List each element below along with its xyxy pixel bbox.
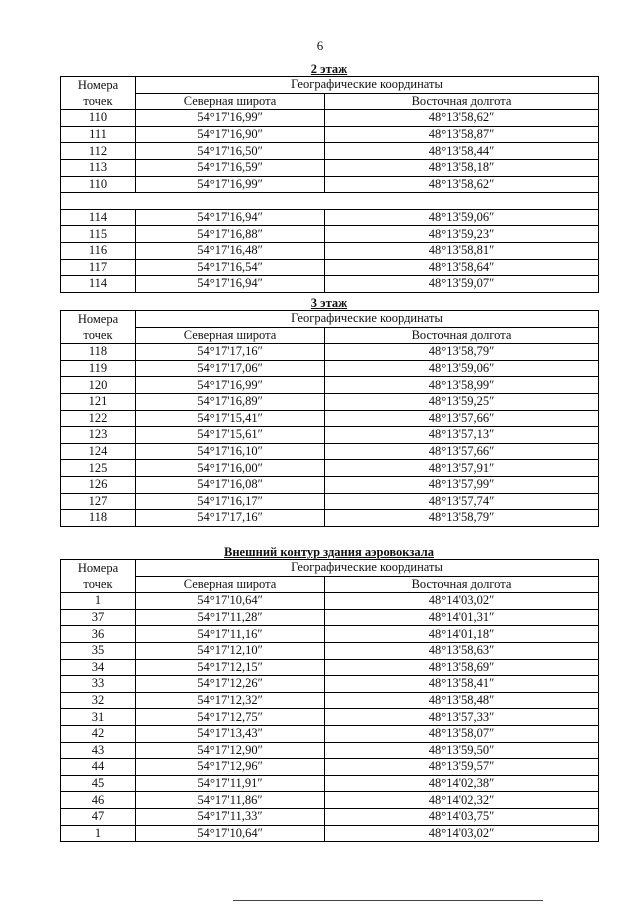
separator-row xyxy=(61,193,599,210)
column-header-geographic-coordinates: Географические координаты xyxy=(136,311,599,328)
column-header-longitude: Восточная долгота xyxy=(325,576,599,593)
point-number-cell: 115 xyxy=(61,226,136,243)
point-number-cell: 116 xyxy=(61,242,136,259)
table-row xyxy=(61,259,599,276)
latitude-cell: 54°17'16,48″ xyxy=(136,242,325,259)
latitude-cell: 54°17'16,94″ xyxy=(136,209,325,226)
table-row xyxy=(61,226,599,243)
point-number-cell: 118 xyxy=(61,344,136,361)
latitude-cell: 54°17'16,90″ xyxy=(136,126,325,143)
table-row xyxy=(61,659,599,676)
longitude-cell: 48°13'57,74″ xyxy=(325,493,599,510)
latitude-cell: 54°17'12,96″ xyxy=(136,759,325,776)
table-row xyxy=(61,443,599,460)
table-row xyxy=(61,209,599,226)
longitude-cell: 48°13'57,91″ xyxy=(325,460,599,477)
column-header-point-numbers: Номера точек xyxy=(61,77,136,110)
longitude-cell: 48°13'57,99″ xyxy=(325,476,599,493)
column-header-geographic-coordinates: Географические координаты xyxy=(136,560,599,577)
column-header-geographic-coordinates: Географические координаты xyxy=(136,77,599,94)
table-row xyxy=(61,410,599,427)
point-number-cell: 114 xyxy=(61,276,136,293)
point-number-cell: 45 xyxy=(61,775,136,792)
table-row xyxy=(61,676,599,693)
longitude-cell: 48°13'57,33″ xyxy=(325,709,599,726)
table-row xyxy=(61,143,599,160)
table-row xyxy=(61,593,599,610)
latitude-cell: 54°17'16,00″ xyxy=(136,460,325,477)
longitude-cell: 48°13'58,62″ xyxy=(325,110,599,127)
longitude-cell: 48°13'58,69″ xyxy=(325,659,599,676)
table-row xyxy=(61,792,599,809)
latitude-cell: 54°17'11,91″ xyxy=(136,775,325,792)
bottom-divider xyxy=(233,900,543,901)
longitude-cell: 48°13'58,81″ xyxy=(325,242,599,259)
point-number-cell: 110 xyxy=(61,176,136,193)
longitude-cell: 48°14'03,02″ xyxy=(325,825,599,842)
longitude-cell: 48°13'59,25″ xyxy=(325,393,599,410)
longitude-cell: 48°13'59,50″ xyxy=(325,742,599,759)
longitude-cell: 48°13'57,13″ xyxy=(325,427,599,444)
table-row xyxy=(61,126,599,143)
longitude-cell: 48°13'59,23″ xyxy=(325,226,599,243)
section-title-floor-2: 2 этаж xyxy=(310,62,348,76)
point-number-cell: 121 xyxy=(61,393,136,410)
header-row xyxy=(61,77,599,94)
table-row xyxy=(61,460,599,477)
point-number-cell: 34 xyxy=(61,659,136,676)
longitude-cell: 48°13'58,18″ xyxy=(325,159,599,176)
table-row xyxy=(61,775,599,792)
point-number-cell: 37 xyxy=(61,609,136,626)
table-row xyxy=(61,377,599,394)
latitude-cell: 54°17'11,33″ xyxy=(136,808,325,825)
point-number-cell: 32 xyxy=(61,692,136,709)
table-row xyxy=(61,242,599,259)
longitude-cell: 48°14'03,75″ xyxy=(325,808,599,825)
point-number-cell: 127 xyxy=(61,493,136,510)
latitude-cell: 54°17'11,28″ xyxy=(136,609,325,626)
header-row xyxy=(61,560,599,577)
longitude-cell: 48°13'58,79″ xyxy=(325,344,599,361)
point-number-cell: 1 xyxy=(61,825,136,842)
point-number-cell: 31 xyxy=(61,709,136,726)
point-number-cell: 117 xyxy=(61,259,136,276)
table-row xyxy=(61,159,599,176)
table-row xyxy=(61,360,599,377)
longitude-cell: 48°13'58,63″ xyxy=(325,642,599,659)
point-number-cell: 110 xyxy=(61,110,136,127)
latitude-cell: 54°17'16,99″ xyxy=(136,176,325,193)
latitude-cell: 54°17'12,15″ xyxy=(136,659,325,676)
table-row xyxy=(61,709,599,726)
longitude-cell: 48°13'58,64″ xyxy=(325,259,599,276)
point-number-cell: 125 xyxy=(61,460,136,477)
latitude-cell: 54°17'12,10″ xyxy=(136,642,325,659)
longitude-cell: 48°13'58,79″ xyxy=(325,510,599,527)
longitude-cell: 48°13'57,66″ xyxy=(325,443,599,460)
latitude-cell: 54°17'16,59″ xyxy=(136,159,325,176)
latitude-cell: 54°17'12,32″ xyxy=(136,692,325,709)
point-number-cell: 120 xyxy=(61,377,136,394)
table-row xyxy=(61,759,599,776)
latitude-cell: 54°17'11,16″ xyxy=(136,626,325,643)
latitude-cell: 54°17'17,06″ xyxy=(136,360,325,377)
latitude-cell: 54°17'15,61″ xyxy=(136,427,325,444)
latitude-cell: 54°17'16,08″ xyxy=(136,476,325,493)
point-number-cell: 46 xyxy=(61,792,136,809)
latitude-cell: 54°17'16,50″ xyxy=(136,143,325,160)
point-number-cell: 114 xyxy=(61,209,136,226)
table-row xyxy=(61,642,599,659)
header-row xyxy=(61,311,599,328)
table-row xyxy=(61,510,599,527)
column-header-point-numbers: Номера точек xyxy=(61,560,136,593)
latitude-cell: 54°17'12,26″ xyxy=(136,676,325,693)
point-number-cell: 112 xyxy=(61,143,136,160)
table-row xyxy=(61,725,599,742)
table-row xyxy=(61,393,599,410)
point-number-cell: 1 xyxy=(61,593,136,610)
table-row xyxy=(61,493,599,510)
point-number-cell: 111 xyxy=(61,126,136,143)
section-title-terminal-contour: Внешний контур здания аэровокзала xyxy=(224,545,434,559)
table-row xyxy=(61,276,599,293)
latitude-cell: 54°17'16,99″ xyxy=(136,110,325,127)
point-number-cell: 124 xyxy=(61,443,136,460)
table-row xyxy=(61,825,599,842)
table-row xyxy=(61,808,599,825)
latitude-cell: 54°17'16,89″ xyxy=(136,393,325,410)
coordinates-table-terminal-contour xyxy=(60,559,599,842)
latitude-cell: 54°17'16,54″ xyxy=(136,259,325,276)
table-row xyxy=(61,626,599,643)
point-number-cell: 122 xyxy=(61,410,136,427)
point-number-cell: 35 xyxy=(61,642,136,659)
header-row xyxy=(61,327,599,344)
longitude-cell: 48°13'59,07″ xyxy=(325,276,599,293)
point-number-cell: 44 xyxy=(61,759,136,776)
latitude-cell: 54°17'16,88″ xyxy=(136,226,325,243)
longitude-cell: 48°13'58,48″ xyxy=(325,692,599,709)
latitude-cell: 54°17'11,86″ xyxy=(136,792,325,809)
point-number-cell: 126 xyxy=(61,476,136,493)
table-row xyxy=(61,176,599,193)
latitude-cell: 54°17'16,94″ xyxy=(136,276,325,293)
longitude-cell: 48°13'58,41″ xyxy=(325,676,599,693)
column-header-latitude: Северная широта xyxy=(136,576,325,593)
point-number-cell: 43 xyxy=(61,742,136,759)
page-number: 6 xyxy=(316,38,324,53)
table-row xyxy=(61,692,599,709)
longitude-cell: 48°13'58,44″ xyxy=(325,143,599,160)
table-row xyxy=(61,344,599,361)
longitude-cell: 48°14'01,31″ xyxy=(325,609,599,626)
column-header-longitude: Восточная долгота xyxy=(325,327,599,344)
longitude-cell: 48°13'59,06″ xyxy=(325,360,599,377)
longitude-cell: 48°13'58,87″ xyxy=(325,126,599,143)
latitude-cell: 54°17'17,16″ xyxy=(136,344,325,361)
table-row xyxy=(61,609,599,626)
longitude-cell: 48°13'59,57″ xyxy=(325,759,599,776)
table-row xyxy=(61,742,599,759)
longitude-cell: 48°13'58,99″ xyxy=(325,377,599,394)
point-number-cell: 113 xyxy=(61,159,136,176)
latitude-cell: 54°17'10,64″ xyxy=(136,593,325,610)
latitude-cell: 54°17'12,90″ xyxy=(136,742,325,759)
header-row xyxy=(61,93,599,110)
section-title-floor-3: 3 этаж xyxy=(310,296,348,310)
header-row xyxy=(61,576,599,593)
longitude-cell: 48°13'58,62″ xyxy=(325,176,599,193)
latitude-cell: 54°17'15,41″ xyxy=(136,410,325,427)
longitude-cell: 48°13'59,06″ xyxy=(325,209,599,226)
table-row xyxy=(61,427,599,444)
table-row xyxy=(61,110,599,127)
latitude-cell: 54°17'16,17″ xyxy=(136,493,325,510)
column-header-latitude: Северная широта xyxy=(136,93,325,110)
longitude-cell: 48°13'58,07″ xyxy=(325,725,599,742)
point-number-cell: 119 xyxy=(61,360,136,377)
table-row xyxy=(61,476,599,493)
point-number-cell: 47 xyxy=(61,808,136,825)
longitude-cell: 48°14'02,38″ xyxy=(325,775,599,792)
coordinates-table-floor-3 xyxy=(60,310,599,527)
longitude-cell: 48°14'02,32″ xyxy=(325,792,599,809)
point-number-cell: 33 xyxy=(61,676,136,693)
latitude-cell: 54°17'16,99″ xyxy=(136,377,325,394)
point-number-cell: 42 xyxy=(61,725,136,742)
longitude-cell: 48°14'03,02″ xyxy=(325,593,599,610)
latitude-cell: 54°17'16,10″ xyxy=(136,443,325,460)
column-header-point-numbers: Номера точек xyxy=(61,311,136,344)
column-header-latitude: Северная широта xyxy=(136,327,325,344)
latitude-cell: 54°17'17,16″ xyxy=(136,510,325,527)
separator-cell xyxy=(61,193,599,210)
point-number-cell: 123 xyxy=(61,427,136,444)
latitude-cell: 54°17'12,75″ xyxy=(136,709,325,726)
point-number-cell: 36 xyxy=(61,626,136,643)
coordinates-table-floor-2 xyxy=(60,76,599,293)
longitude-cell: 48°13'57,66″ xyxy=(325,410,599,427)
longitude-cell: 48°14'01,18″ xyxy=(325,626,599,643)
point-number-cell: 118 xyxy=(61,510,136,527)
latitude-cell: 54°17'13,43″ xyxy=(136,725,325,742)
latitude-cell: 54°17'10,64″ xyxy=(136,825,325,842)
column-header-longitude: Восточная долгота xyxy=(325,93,599,110)
